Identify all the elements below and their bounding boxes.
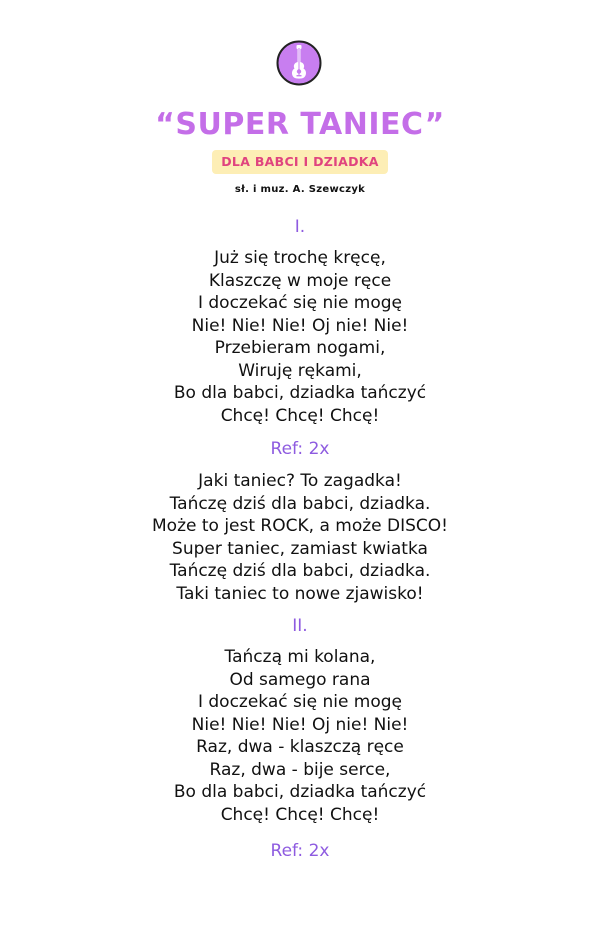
verse-2 [0, 646, 600, 826]
section-heading-verse-1: I. [294, 217, 306, 237]
guitar-icon [276, 40, 322, 86]
lyric-line: Raz, dwa - bije serce, [209, 759, 391, 780]
lyric-line: Klaszczę w moje ręce [208, 270, 392, 291]
lyric-line: I doczekać się nie mogę [197, 692, 403, 712]
lyric-line: Jaki taniec? To zagadka! [198, 471, 402, 491]
section-heading-verse-2: II. [292, 616, 308, 636]
lyric-line: Chcę! Chcę! Chcę! [220, 804, 380, 825]
lyric-line: Nie! Nie! Nie! Oj nie! Nie! [191, 315, 409, 336]
lyric-line: Tańczę dziś dla babci, dziadka. [169, 493, 431, 514]
section-heading-refrain-2: Ref: 2x [270, 841, 330, 861]
lyric-line: Już się trochę kręcę, [214, 248, 386, 268]
lyric-line: I doczekać się nie mogę [197, 293, 403, 313]
lyric-line: Bo dla babci, dziadka tańczyć [173, 782, 427, 802]
lyric-line: Wiruję rękami, [238, 360, 362, 381]
lyric-line: Raz, dwa - klaszczą ręce [196, 737, 404, 757]
section-heading-refrain-1: Ref: 2x [270, 439, 330, 459]
lyric-line: Chcę! Chcę! Chcę! [220, 405, 380, 426]
lyric-line: Nie! Nie! Nie! Oj nie! Nie! [191, 714, 409, 735]
lyric-line: Super taniec, zamiast kwiatka [172, 538, 428, 559]
lyric-line: Od samego rana [229, 669, 371, 690]
lyric-line: Może to jest ROCK, a może DISCO! [152, 516, 448, 536]
song-credits: sł. i muz. A. Szewczyk [234, 184, 366, 195]
lyric-line: Tańczę dziś dla babci, dziadka. [169, 561, 431, 581]
song-title: “SUPER TANIEC” [155, 107, 445, 142]
refrain [0, 470, 600, 605]
song-subtitle-badge: DLA BABCI I DZIADKA [212, 150, 387, 174]
lyric-line: Taki taniec to nowe zjawisko! [176, 583, 424, 604]
verse-1 [0, 247, 600, 427]
lyric-line: Tańczą mi kolana, [224, 647, 376, 667]
lyric-line: Bo dla babci, dziadka tańczyć [173, 383, 427, 403]
lyric-line: Przebieram nogami, [214, 338, 386, 358]
